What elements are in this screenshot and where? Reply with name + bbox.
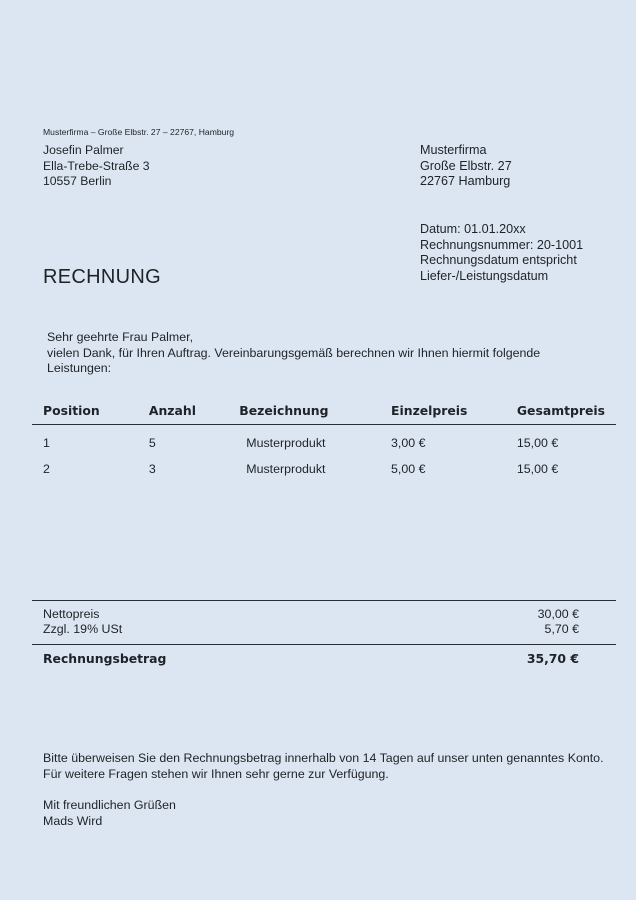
invoice-number: Rechnungsnummer: 20-1001	[420, 237, 584, 252]
table-row	[32, 425, 616, 455]
header-position: Position	[32, 400, 149, 425]
intro-text	[47, 330, 607, 377]
net-price-label: Nettopreis	[43, 607, 100, 621]
company-name: Musterfirma	[420, 143, 487, 157]
sender-address-line: Musterfirma – Große Elbstr. 27 – 22767, Hamburg	[43, 127, 235, 137]
row-unit-price: 5,00 €	[391, 461, 426, 476]
recipient-name: Josefin Palmer	[43, 143, 124, 157]
row-position: 1	[43, 436, 50, 450]
payment-instructions-line-2: Für weitere Fragen stehen wir Ihnen sehr gerne zur Verfügung.	[43, 766, 389, 781]
recipient-street: Ella-Trebe-Straße 3	[43, 158, 150, 173]
table-header-row	[32, 400, 616, 425]
row-unit-price: 3,00 €	[391, 436, 426, 450]
header-description: Bezeichnung	[239, 400, 391, 425]
recipient-address	[43, 143, 150, 190]
net-price-value: 30,00 €	[537, 607, 579, 621]
header-unit-price: Einzelpreis	[391, 400, 517, 425]
totals-divider-top	[32, 600, 616, 601]
vat-label: Zzgl. 19% USt	[43, 622, 123, 636]
invoice-date-note-2: Liefer-/Leistungsdatum	[420, 268, 549, 283]
header-quantity: Anzahl	[149, 400, 239, 425]
table-row	[32, 454, 616, 484]
row-total-price: 15,00 €	[516, 461, 559, 476]
invoice-meta	[420, 222, 583, 284]
row-description: Musterprodukt	[246, 436, 326, 450]
payment-instructions	[43, 751, 633, 782]
row-description: Musterprodukt	[246, 461, 326, 476]
payment-instructions-line-1: Bitte überweisen Sie den Rechnungsbetrag innerhalb von 14 Tagen auf unser unten genanntes Konto.	[43, 751, 604, 765]
net-price-row	[43, 607, 579, 621]
row-position: 2	[43, 461, 50, 476]
totals-divider-bottom	[32, 644, 616, 645]
vat-value: 5,70 €	[544, 622, 579, 636]
row-quantity: 5	[148, 436, 156, 450]
company-address	[420, 143, 512, 190]
invoice-total-label: Rechnungsbetrag	[43, 651, 167, 666]
company-street: Große Elbstr. 27	[420, 158, 512, 173]
invoice-total-row	[43, 651, 579, 666]
invoice-date: Datum: 01.01.20xx	[420, 222, 526, 236]
invoice-date-note-1: Rechnungsdatum entspricht	[420, 253, 577, 267]
vat-row	[43, 622, 579, 636]
row-quantity: 3	[148, 461, 156, 476]
closing	[43, 798, 176, 829]
closing-greeting: Mit freundlichen Grüßen	[43, 798, 176, 812]
invoice-total-value: 35,70 €	[526, 651, 579, 666]
signature-name: Mads Wird	[43, 813, 103, 828]
items-table	[32, 400, 616, 484]
page-title: RECHNUNG	[43, 266, 161, 288]
recipient-city: 10557 Berlin	[43, 174, 112, 188]
header-total-price: Gesamtpreis	[517, 400, 616, 425]
row-total-price: 15,00 €	[516, 436, 559, 450]
company-city: 22767 Hamburg	[420, 174, 511, 188]
salutation: Sehr geehrte Frau Palmer,	[47, 330, 194, 344]
intro-paragraph: vielen Dank, für Ihren Auftrag. Vereinbarungsgemäß berechnen wir Ihnen hiermit folgende Leistungen:	[47, 345, 541, 375]
